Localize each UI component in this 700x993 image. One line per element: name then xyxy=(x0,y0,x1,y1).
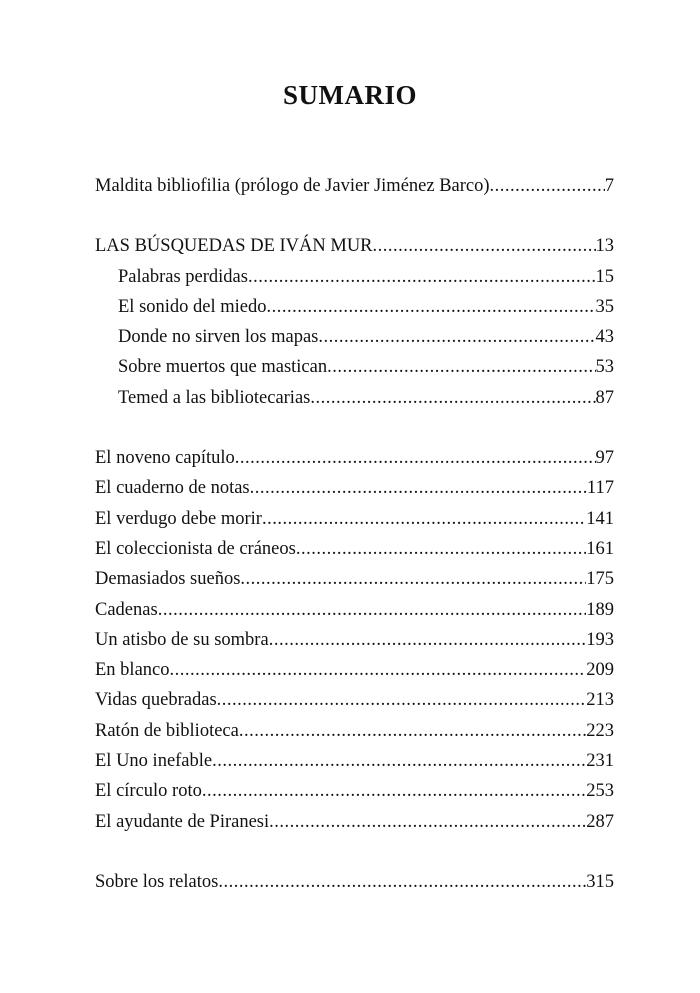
dot-leader xyxy=(269,812,586,833)
toc-entry-page-number: 35 xyxy=(595,296,614,317)
toc-subentry xyxy=(95,297,614,327)
toc-entry-title: El verdugo debe morir xyxy=(95,508,262,529)
toc-entry-title: El sonido del miedo xyxy=(118,296,267,317)
toc-entry-page-number: 43 xyxy=(595,327,614,348)
dot-leader xyxy=(250,478,587,499)
toc-entry-title: El círculo roto xyxy=(95,781,202,802)
dot-leader xyxy=(170,660,587,681)
toc-entry xyxy=(95,236,614,266)
toc-entry xyxy=(95,721,614,751)
toc-entry xyxy=(95,751,614,781)
toc-section xyxy=(95,448,614,842)
toc-entry-title: El cuaderno de notas xyxy=(95,478,250,499)
toc-subentry xyxy=(95,267,614,297)
dot-leader xyxy=(327,357,595,378)
toc-entry-title: LAS BÚSQUEDAS DE IVÁN MUR xyxy=(95,236,373,257)
toc-entry xyxy=(95,812,614,842)
toc-subentry xyxy=(95,357,614,387)
toc-entry-title: El ayudante de Piranesi xyxy=(95,811,270,832)
toc-subentry xyxy=(95,327,614,357)
toc-entry-title: Maldita bibliofilia (prólogo de Javier Jiménez Barco) xyxy=(95,176,490,196)
dot-leader xyxy=(318,327,595,348)
toc-entry-page-number: 231 xyxy=(586,751,614,772)
toc-entry xyxy=(95,569,614,599)
toc-entry-title: Vidas quebradas xyxy=(95,690,217,711)
toc-entry-page-number: 287 xyxy=(586,811,614,832)
toc-entry-title: Un atisbo de su sombra xyxy=(95,629,269,650)
toc-entry-page-number: 87 xyxy=(595,387,614,408)
toc-subentry xyxy=(95,388,614,418)
dot-leader xyxy=(269,630,587,651)
toc-entry-page-number: 189 xyxy=(586,599,614,620)
dot-leader xyxy=(240,569,586,590)
toc-entry-page-number: 253 xyxy=(586,781,614,802)
toc-entry-page-number: 175 xyxy=(586,569,614,590)
toc-entry xyxy=(95,690,614,720)
toc-entry xyxy=(95,781,614,811)
toc-entry-title: Ratón de biblioteca xyxy=(95,720,239,741)
toc-entry xyxy=(95,478,614,508)
dot-leader xyxy=(310,388,595,409)
toc-entry-title: En blanco xyxy=(95,660,170,681)
toc-entry xyxy=(95,600,614,630)
toc-entry-title: Temed a las bibliotecarias xyxy=(118,387,311,408)
toc-entry xyxy=(95,630,614,660)
toc-entry-title: El noveno capítulo xyxy=(95,448,235,469)
toc-entry-title: Demasiados sueños xyxy=(95,569,241,590)
dot-leader xyxy=(158,600,587,621)
toc-entry-title: Sobre los relatos xyxy=(95,871,219,892)
toc-section xyxy=(95,872,614,902)
toc-entry-page-number: 117 xyxy=(586,478,614,499)
toc-entry-page-number: 141 xyxy=(586,508,614,529)
toc-entry-page-number: 7 xyxy=(604,176,614,196)
toc-section xyxy=(95,176,614,206)
toc-entry-page-number: 161 xyxy=(586,538,614,559)
toc-entry-page-number: 15 xyxy=(595,266,614,287)
toc-entry-page-number: 209 xyxy=(586,660,614,681)
dot-leader xyxy=(248,267,596,288)
dot-leader xyxy=(217,690,587,711)
toc-entry-page-number: 13 xyxy=(595,236,614,257)
toc-entry-title: Palabras perdidas xyxy=(118,266,248,287)
dot-leader xyxy=(262,509,586,530)
toc-entry-page-number: 53 xyxy=(595,357,614,378)
toc-entry-page-number: 97 xyxy=(595,448,614,469)
dot-leader xyxy=(296,539,586,560)
table-of-contents xyxy=(95,176,614,932)
dot-leader xyxy=(202,781,586,802)
toc-entry xyxy=(95,176,614,206)
toc-entry xyxy=(95,509,614,539)
toc-entry xyxy=(95,660,614,690)
toc-entry-title: Donde no sirven los mapas xyxy=(118,327,319,348)
page-title: SUMARIO xyxy=(282,80,417,110)
dot-leader xyxy=(218,872,586,893)
toc-section xyxy=(95,236,614,418)
dot-leader xyxy=(490,176,605,197)
toc-entry-page-number: 193 xyxy=(586,629,614,650)
dot-leader xyxy=(235,448,596,469)
toc-entry-page-number: 315 xyxy=(586,871,614,892)
dot-leader xyxy=(373,236,596,257)
toc-entry xyxy=(95,872,614,902)
dot-leader xyxy=(267,297,596,318)
toc-entry-title: Sobre muertos que mastican xyxy=(118,357,328,378)
toc-entry-title: El coleccionista de cráneos xyxy=(95,538,296,559)
toc-entry xyxy=(95,539,614,569)
toc-entry-page-number: 223 xyxy=(586,720,614,741)
toc-entry-title: El Uno inefable xyxy=(95,751,213,772)
dot-leader xyxy=(239,721,586,742)
toc-entry xyxy=(95,448,614,478)
toc-entry-title: Cadenas xyxy=(95,599,158,620)
dot-leader xyxy=(212,751,586,772)
toc-entry-page-number: 213 xyxy=(586,690,614,711)
